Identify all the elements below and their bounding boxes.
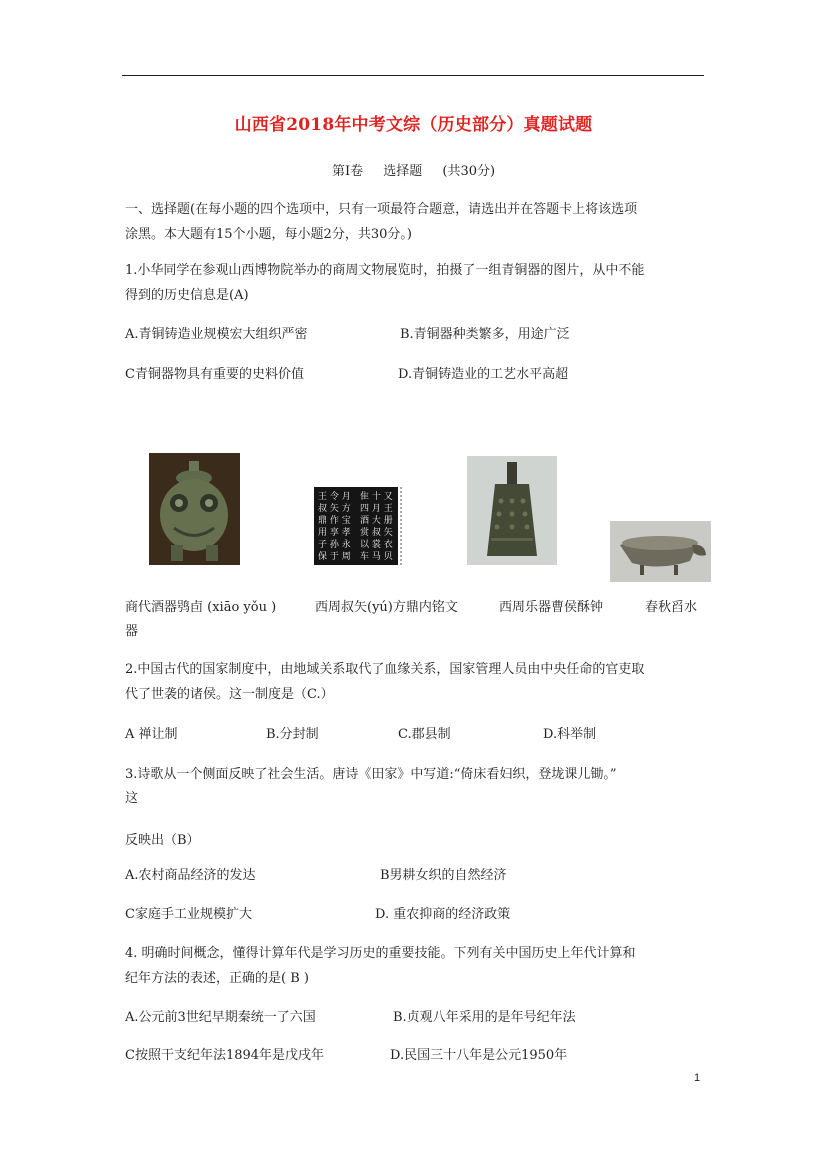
q2-option-b: B.分封制	[266, 727, 319, 742]
owl-wine-vessel-photo	[149, 453, 240, 565]
svg-text:鼎 作 宝: 鼎 作 宝	[318, 516, 351, 526]
q3-option-d: D. 重农抑商的经济政策	[375, 907, 511, 922]
section-intro-line-2: 涂黑。本大题有15个小题，每小题2分，共30分。)	[125, 227, 412, 242]
q1-caption-4: 春秋舀水	[645, 600, 698, 615]
q1-option-a: A.青铜铸造业规模宏大组织严密	[125, 327, 308, 342]
header-rule	[122, 75, 704, 76]
q1-option-c: C青铜器物具有重要的史料价值	[125, 367, 304, 382]
q1-caption-2: 西周叔矢(yú)方鼎内铭文	[315, 600, 458, 615]
svg-text:王 令 月: 王 令 月	[318, 492, 351, 502]
section-subtitle	[0, 160, 827, 179]
q4-option-b: B.贞观八年采用的是年号纪年法	[393, 1010, 576, 1025]
q4-stem-line-1: 4. 明确时间概念，懂得计算年代是学习历史的重要技能。下列有关中国历史上年代计算和	[125, 946, 636, 961]
q4-option-d: D.民国三十八年是公元1950年	[390, 1048, 568, 1063]
q1-caption-wrap: 器	[125, 624, 139, 639]
q2-option-a: A 禅让制	[125, 727, 178, 742]
q4-stem-line-2: 纪年方法的表述，正确的是( B )	[125, 971, 309, 986]
q1-stem-line-1: 1.小华同学在参观山西博物院举办的商周文物展览时，拍摄了一组青铜器的图片，从中不能	[125, 263, 645, 278]
subtitle-part: 第Ⅰ卷	[331, 164, 364, 179]
q2-option-d: D.科举制	[543, 727, 597, 742]
subtitle-type: 选择题	[383, 164, 423, 179]
q4-option-a: A.公元前3世纪早期秦统一了六国	[125, 1010, 316, 1025]
q2-stem-line-2: 代了世袭的诸侯。这一制度是（C.）	[125, 687, 334, 702]
svg-text:叔 矢 方: 叔 矢 方	[318, 504, 351, 514]
svg-text:车 马 贝: 车 马 贝	[360, 552, 393, 562]
page-number: 1	[694, 1072, 701, 1084]
section-intro-line-1: 一、选择题(在每小题的四个选项中，只有一项最符合题意，请选出并在答题卡上将该选项	[125, 202, 638, 217]
q2-stem-line-1: 2.中国古代的国家制度中，由地域关系取代了血缘关系，国家管理人员由中央任命的官吏取	[125, 662, 645, 677]
svg-text:赏 叔 矢: 赏 叔 矢	[360, 528, 393, 538]
q1-option-d: D.青铜铸造业的工艺水平高超	[398, 367, 569, 382]
q1-option-b: B.青铜器种类繁多，用途广泛	[400, 327, 570, 342]
q1-caption-3: 西周乐器曹侯酥钟	[499, 600, 604, 615]
svg-text:用 享 孝: 用 享 孝	[318, 528, 351, 538]
page-title: 山西省2018年中考文综（历史部分）真题试题	[234, 115, 593, 135]
svg-text:以 裳 衣: 以 裳 衣	[360, 540, 393, 550]
q2-option-c: C.郡县制	[398, 727, 451, 742]
q3-option-a: A.农村商品经济的发达	[125, 868, 256, 883]
q3-option-b: B男耕女织的自然经济	[380, 868, 507, 883]
svg-text:隹 十 又: 隹 十 又	[360, 492, 393, 502]
svg-text:酒 大 册: 酒 大 册	[360, 516, 393, 526]
svg-text:四 月 王: 四 月 王	[360, 504, 393, 514]
water-scoop-vessel-photo	[610, 521, 711, 582]
q3-stem-continued: 反映出（B）	[125, 833, 200, 848]
subtitle-score: (共30分)	[442, 164, 496, 179]
q1-stem-line-2: 得到的历史信息是(A)	[125, 288, 249, 303]
q3-stem-line-1: 3.诗歌从一个侧面反映了社会生活。唐诗《田家》中写道:“倚床看妇织，登垅课儿锄。”	[125, 767, 617, 782]
inscription-rubbing-photo	[314, 487, 404, 565]
svg-text:保 于 周: 保 于 周	[318, 552, 351, 562]
q3-stem-line-2: 这	[125, 791, 139, 806]
svg-text:子 孙 永: 子 孙 永	[318, 540, 351, 550]
q4-option-c: C按照干支纪年法1894年是戊戌年	[125, 1048, 325, 1063]
bronze-bell-photo	[467, 456, 557, 565]
q3-option-c: C家庭手工业规模扩大	[125, 907, 252, 922]
q1-caption-1: 商代酒器鸮卣 (xiāo yǒu )	[125, 600, 277, 615]
